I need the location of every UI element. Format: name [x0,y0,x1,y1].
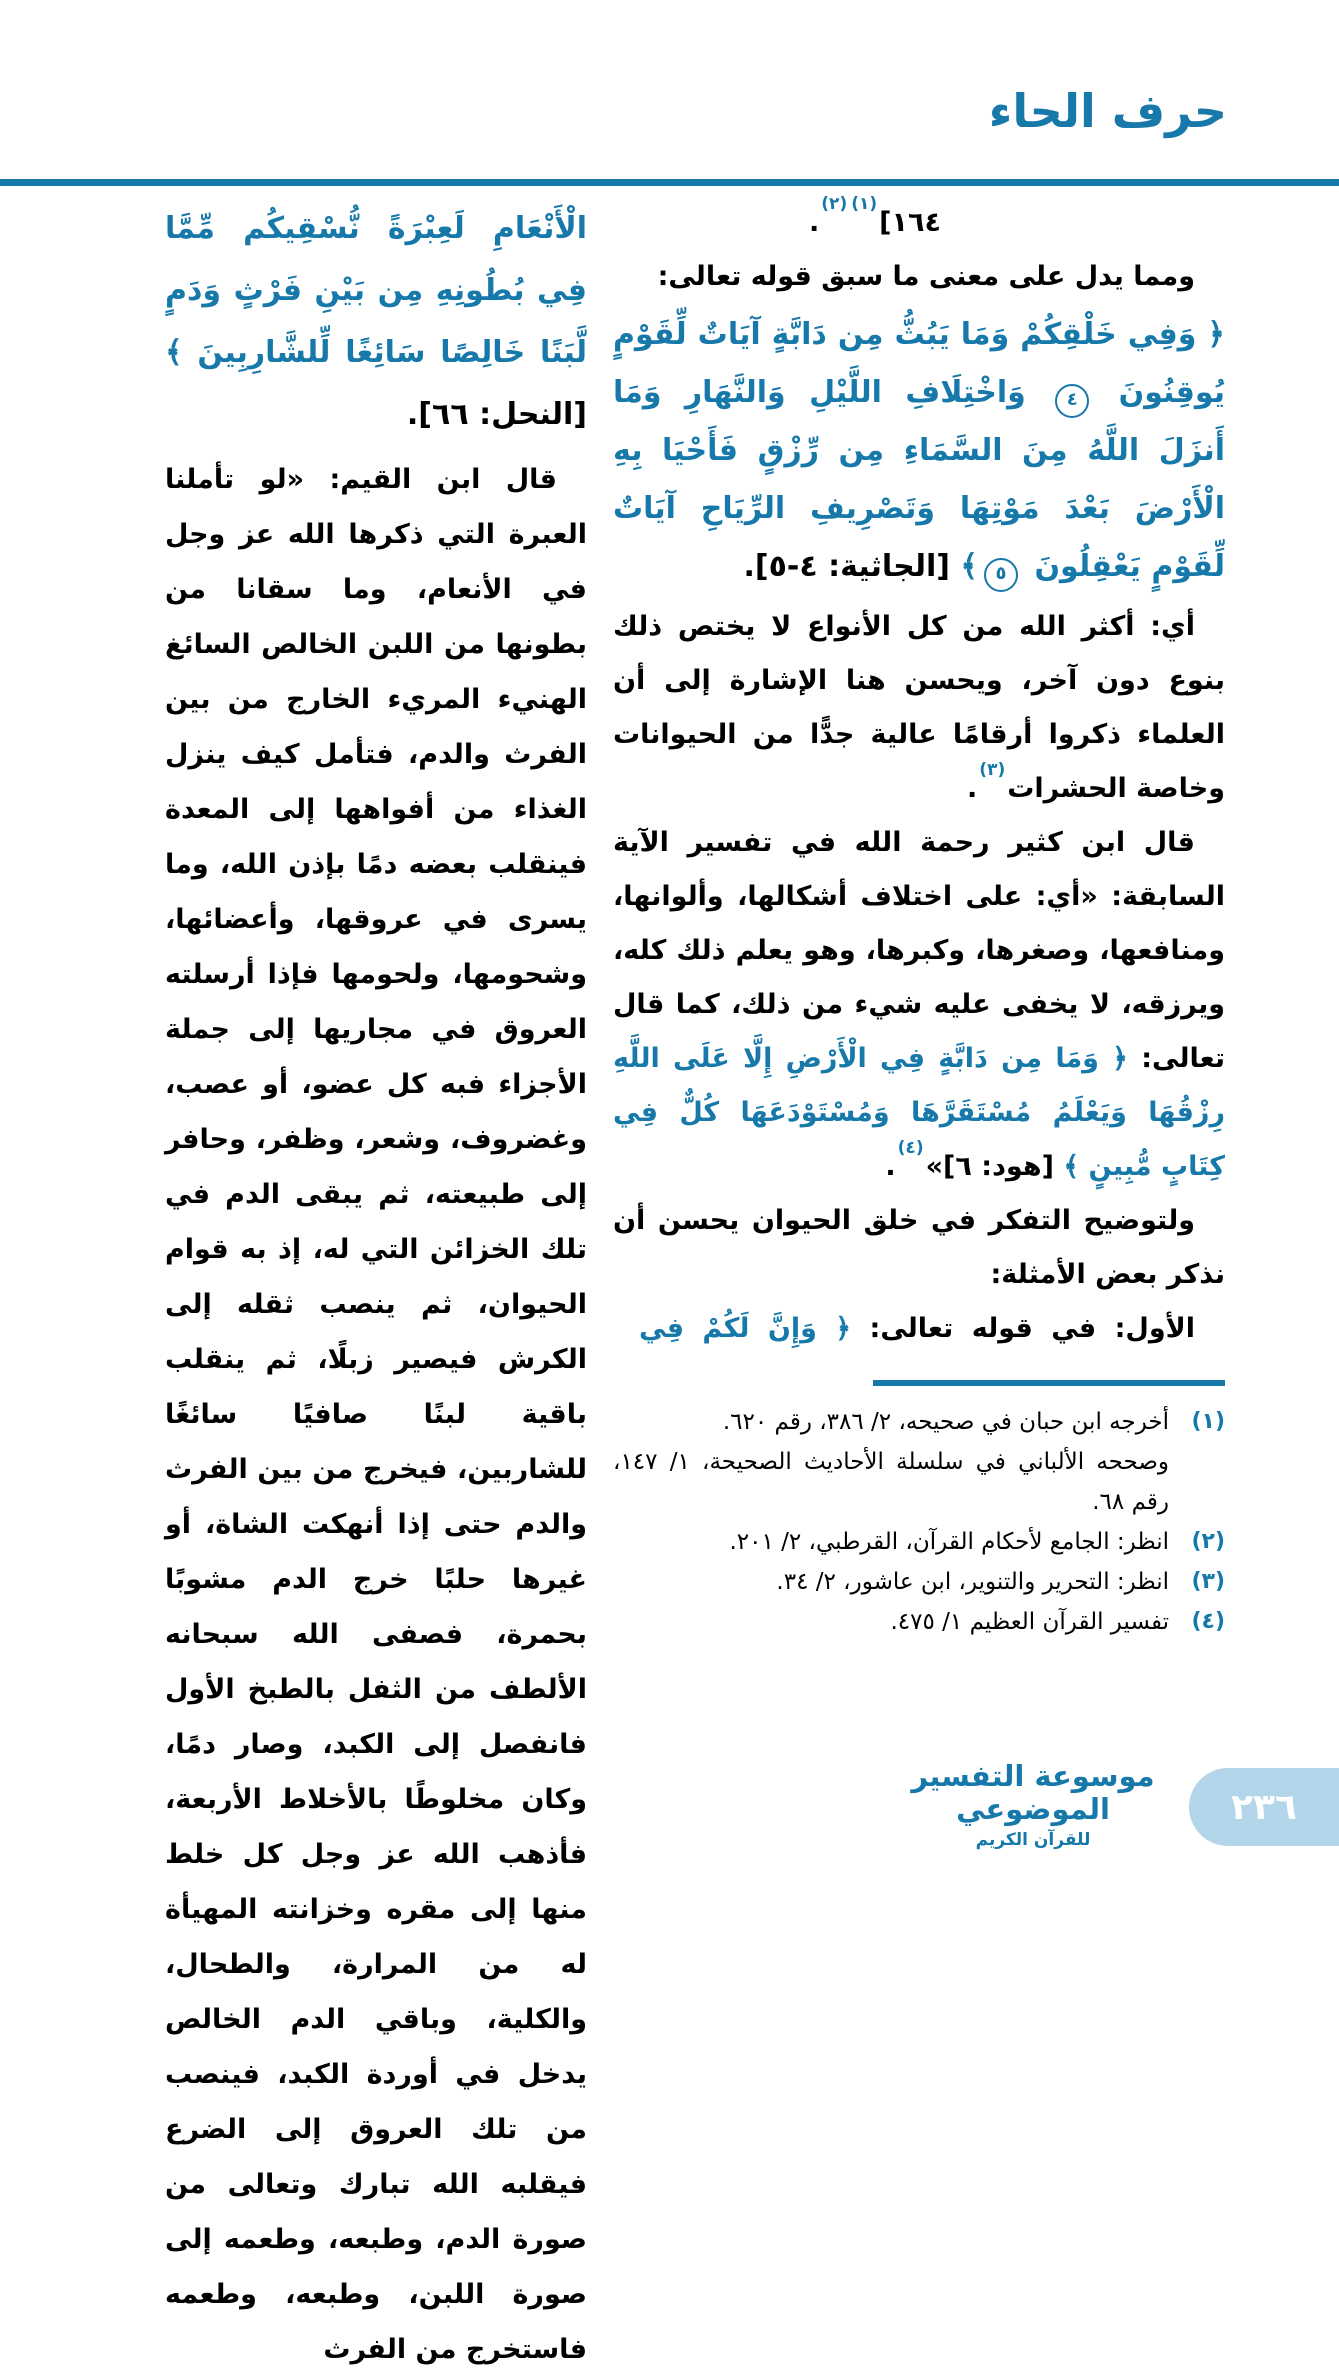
footnote-item [613,1562,1225,1602]
first-example-paragraph [613,1302,1225,1356]
commentary-paragraph [613,600,1225,816]
publisher-logo-title: موسوعة التفسير الموضوعي [911,1759,1155,1827]
page-number: ٢٣٦ [1231,1786,1297,1828]
verse-ref-tail: ١٦٤] [879,207,941,238]
quran-verse-nahl [165,198,587,446]
footnote-marker-1: (١) [851,194,878,214]
verse-ref-continuation [613,196,1225,250]
verse-reference: [الجاثية: ٤-٥]. [743,549,961,584]
ibn-kathir-paragraph [613,816,1225,1194]
footnote-item [613,1602,1225,1642]
footnote-text: أخرجه ابن حبان في صحيحه، ٢/ ٣٨٦، رقم ٦٢٠. [722,1409,1169,1435]
footnote-number: (٤) [1191,1609,1225,1634]
page-number-tab [1189,1768,1339,1846]
chapter-heading: حرف الحاء [988,84,1227,138]
period: . [809,207,820,238]
footnote-text: تفسير القرآن العظيم ١/ ٤٧٥. [890,1609,1169,1635]
quran-verse-nahl-open: ﴿ وَإِنَّ لَكُمْ فِي [639,1313,852,1344]
footnote-marker-3: (٣) [979,760,1006,780]
quran-text: وَاخْتِلَافِ اللَّيْلِ وَالنَّهَارِ وَمَا أَنزَلَ اللَّهُ مِنَ السَّمَاءِ مِن رِّزْقٍ فَأَحْيَا بِهِ الْأَرْضَ بَعْدَ مَوْتِهَا وَتَصْرِيفِ الرِّيَاحِ آيَاتٌ لِّقَوْمٍ يَعْقِلُونَ [613,375,1225,584]
quran-text: الْأَنْعَامِ لَعِبْرَةً نُّسْقِيكُم مِّمَّا فِي بُطُونِهِ مِن بَيْنِ فَرْثٍ وَدَمٍ لَّبَنًا خَالِصًا سَائِغًا لِّلشَّارِبِينَ ﴾ [165,211,587,370]
page-content [165,196,1225,2377]
intro-paragraph: ومما يدل على معنى ما سبق قوله تعالى: [657,261,1195,292]
quran-verse-jathiyah [613,306,1225,596]
footnote-marker-4: (٤) [897,1138,924,1158]
ayah-number-5: ٥ [984,558,1018,592]
footnote-text: انظر: التحرير والتنوير، ابن عاشور، ٢/ ٣٤. [776,1569,1169,1595]
footnote-item [613,1402,1225,1442]
verse-reference: [هود: ٦]» [925,1151,1064,1182]
period: . [885,1151,896,1182]
main-column [613,196,1225,1642]
quran-text: ﴿ وَفِي خَلْقِكُمْ وَمَا يَبُثُّ مِن دَابَّةٍ آيَاتٌ لِّقَوْمٍ يُوقِنُونَ [613,317,1225,410]
examples-intro-paragraph: ولتوضيح التفكر في خلق الحيوان يحسن أن نذكر بعض الأمثلة: [613,1205,1225,1290]
secondary-column [165,196,587,2377]
first-example-lead: الأول: في قوله تعالى: [851,1313,1195,1344]
verse-reference: [النحل: ٦٦]. [406,397,587,432]
footnote-text: وصححه الألباني في سلسلة الأحاديث الصحيحة، ١/ ١٤٧، رقم ٦٨. [613,1449,1169,1515]
commentary-text: أي: أكثر الله من كل الأنواع لا يختص ذلك بنوع دون آخر، ويحسن هنا الإشارة إلى أن العلماء ذكروا أرقامًا عالية جدًّا من الحيوانات وخاصة الحشرات [613,611,1225,804]
footnote-number: (٣) [1191,1569,1225,1594]
ayah-number-4: ٤ [1055,384,1089,418]
footnote-item-continuation [613,1442,1225,1522]
period: . [967,773,978,804]
publisher-logo [902,1760,1164,1850]
quran-close-bracket: ﴾ [960,549,978,584]
publisher-logo-subtitle: للقرآن الكريم [975,1829,1091,1850]
ibn-kathir-text: قال ابن كثير رحمة الله في تفسير الآية السابقة: «أي: على اختلاف أشكالها، وألوانها، ومنافعها، وصغرها، وكبرها، وهو يعلم ذلك كله، ويرزقه، لا يخفى عليه شيء من ذلك، كما قال تعالى: [613,827,1225,1074]
footnote-text: انظر: الجامع لأحكام القرآن، القرطبي، ٢/ ٢٠١. [729,1529,1169,1555]
footnotes-section [613,1402,1225,1642]
quran-verse-hud: ﴿ وَمَا مِن دَابَّةٍ فِي الْأَرْضِ إِلَّا عَلَى اللَّهِ رِزْقُهَا وَيَعْلَمُ مُسْتَقَرَّهَا وَمُسْتَوْدَعَهَا كُلٌّ فِي كِتَابٍ مُّبِينٍ ﴾ [613,1043,1225,1182]
footnote-item [613,1522,1225,1562]
header-rule [0,179,1339,186]
footnote-marker-2: (٢) [821,194,848,214]
footnote-number: (١) [1191,1409,1225,1434]
footnote-number: (٢) [1191,1529,1225,1554]
footnote-separator [873,1380,1225,1386]
ibn-qayyim-paragraph: قال ابن القيم: «لو تأملنا العبرة التي ذكرها الله عز وجل في الأنعام، وما سقانا من بطونها من اللبن الخالص السائغ الهنيء المريء الخارج من بين الفرث والدم، فتأمل كيف ينزل الغذاء من أفواهها إلى المعدة فينقلب بعضه دمًا بإذن الله، وما يسرى في عروقها، وأعضائها، وشحومها، ولحومها فإذا أرسلته العروق في مجاريها إلى جملة الأجزاء فبه كل عضو، أو عصب، وغضروف، وشعر، وظفر، وحافر إلى طبيعته، ثم يبقى الدم في تلك الخزائن التي له، إذ به قوام الحيوان، ثم ينصب ثقله إلى الكرش فيصير زبلًا، ثم ينقلب باقية لبنًا صافيًا سائغًا للشاربين، فيخرج من بين الفرث والدم حتى إذا أنهكت الشاة، أو غيرها حلبًا خرج الدم مشوبًا بحمرة، فصفى الله سبحانه الألطف من الثفل بالطبخ الأول فانفصل إلى الكبد، وصار دمًا، وكان مخلوطًا بالأخلاط الأربعة، فأذهب الله عز وجل كل خلط منها إلى مقره وخزانته المهيأة له من المرارة، والطحال، والكلية، وباقي الدم الخالص يدخل في أوردة الكبد، فينصب من تلك العروق إلى الضرع فيقلبه الله تبارك وتعالى من صورة الدم، وطبعه، وطعمه إلى صورة اللبن، وطبعه، وطعمه فاستخرج من الفرث [165,464,587,2365]
